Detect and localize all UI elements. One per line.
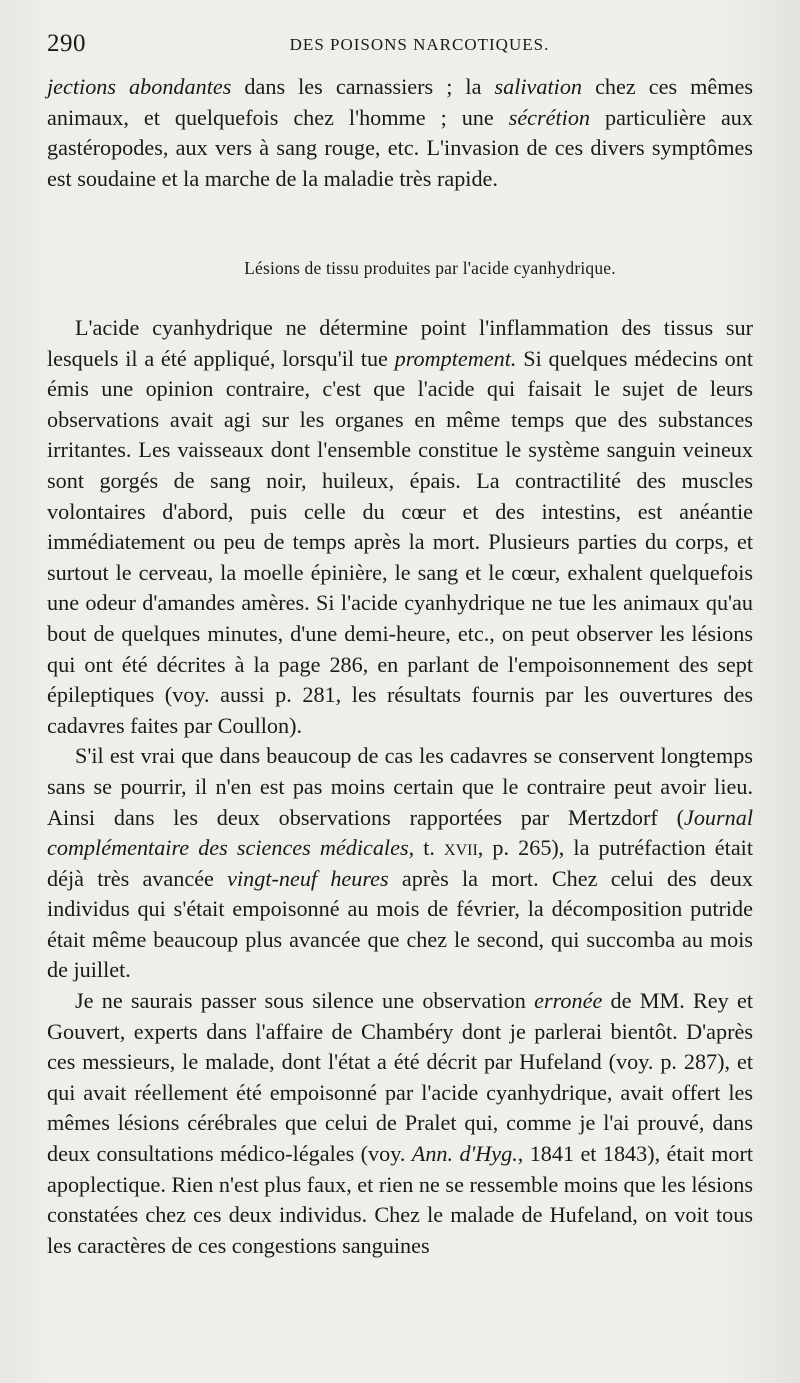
main-text: [47, 313, 753, 1261]
p2-italic: vingt-neuf heures: [227, 865, 389, 891]
intro-text-1: dans les carnassiers ; la: [231, 74, 495, 99]
p2-text-a: S'il est vrai que dans beaucoup de cas les cadavres se conservent longtemps sans se pourrir, il n'en est pas moins certain que le contraire peut avoir lieu. Ainsi dans les deux observations rapportées par Mertzdorf (: [47, 743, 753, 830]
p3-italic: erronée: [534, 988, 603, 1014]
paragraph-2: [47, 741, 753, 986]
p3-text-e: , 1841 et 1843), était mort apoplectique. Rien n'est plus faux, et rien ne se ressemble moins que les lésions constatées chez ces deux individus. Chez le malade de Hufeland, on voit tous les caractères de ces congestions sanguines: [47, 1141, 753, 1258]
p2-volume: xvii: [444, 835, 478, 861]
intro-text-3: particulière aux gastéropodes, aux vers à sang rouge, etc. L'invasion de ces divers symptômes est soudaine et la marche de la maladie très rapide.: [47, 104, 753, 191]
p2-text-g: après la mort. Chez celui des deux individus qui s'était empoisonné au mois de février, la décomposition putride était même beaucoup plus avancée que chez le second, qui succomba au mois de juillet.: [47, 865, 753, 983]
p3-journal-abbrev: Ann. d'Hyg.: [411, 1141, 518, 1167]
paragraph-1: [47, 313, 753, 741]
p2-journal-title: Journal complémentaire des sciences médicales: [47, 804, 753, 861]
p2-text-c: , t.: [408, 835, 445, 861]
intro-text-2: chez ces mêmes animaux, et quelquefois chez l'homme ; une: [47, 74, 753, 130]
p1-text-c: Si quelques médecins ont émis une opinion contraire, c'est que l'acide qui faisait le sujet de leurs observations avait agi sur les organes en même temps que des substances irritantes. Les vaisseaux dont l'ensemble constitue le système sanguin veineux sont gorgés de sang noir, huileux, épais. La contractilité des muscles volontaires d'abord, puis celle du cœur et des intestins, est anéantie immédiatement ou peu de temps après la mort. Plusieurs parties du corps, et surtout le cerveau, la moelle épinière, le sang et le cœur, exhalent quelquefois une odeur d'amandes amères. Si l'acide cyanhydrique ne tue les animaux qu'au bout de quelques minutes, d'une demi-heure, etc., on peut observer les lésions qui ont été décrites à la page 286, en parlant de l'empoisonnement des sept épileptiques (voy. aussi p. 281, les résultats fournis par les ouvertures des cadavres faites par Coullon).: [47, 345, 753, 738]
section-heading: Lésions de tissu produites par l'acide cyanhydrique.: [244, 258, 616, 278]
running-title: DES POISONS NARCOTIQUES.: [289, 35, 550, 54]
p2-text-e: , p. 265), la putréfaction était déjà très avancée: [47, 835, 753, 891]
p3-text-a: Je ne saurais passer sous silence une observation: [75, 988, 535, 1014]
p1-text-a: L'acide cyanhydrique ne détermine point l'inflammation des tissus sur lesquels il a été appliqué, lorsqu'il tue: [47, 315, 753, 371]
page-number: 290: [47, 30, 86, 57]
intro-italic-2: salivation: [494, 74, 583, 99]
intro-italic-3: sécrétion: [508, 104, 591, 130]
intro-italic-1: jections abondantes: [47, 74, 232, 99]
intro-paragraph: [47, 72, 753, 194]
p1-italic: promptement.: [394, 345, 517, 371]
paragraph-3: [47, 986, 753, 1261]
p3-text-c: de MM. Rey et Gouvert, experts dans l'affaire de Chambéry dont je parlerai bientôt. D'après ces messieurs, le malade, dont l'état a été décrit par Hufeland (voy. p. 287), et qui avait réellement été empoisonné par l'acide cyanhydrique, avait offert les mêmes lésions cérébrales que celui de Pralet qui, comme je l'ai prouvé, dans deux consultations médico-légales (voy.: [47, 988, 753, 1167]
page-header: [47, 30, 752, 64]
